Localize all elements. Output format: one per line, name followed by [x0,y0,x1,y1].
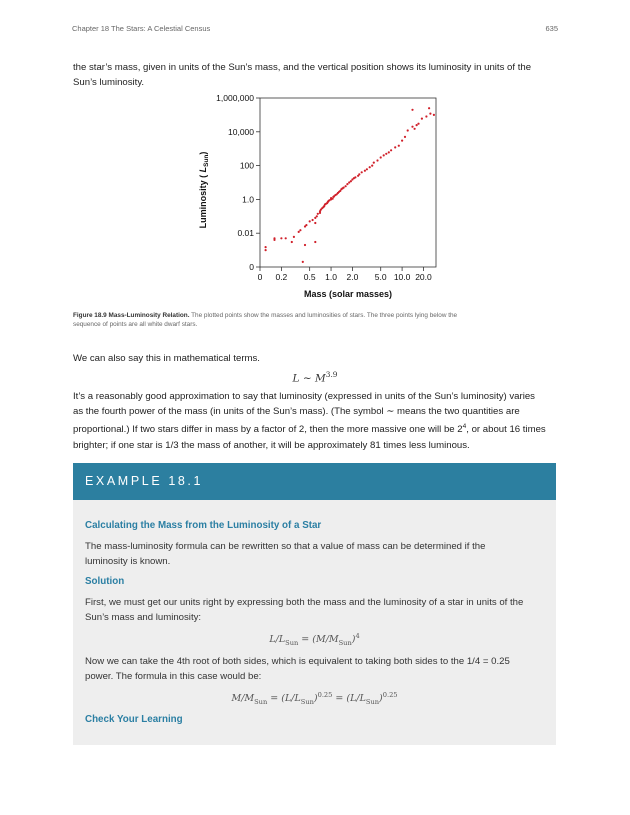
solution-line-2: Sun’s mass and luminosity: [85,612,202,624]
example-header [73,463,556,500]
eq2-sun-2: Sun [300,698,314,707]
solution-heading: Solution [85,576,125,587]
star-point [346,183,348,185]
figure-caption [73,312,543,329]
star-point [429,113,431,115]
y-tick-label: 100 [239,160,254,171]
body-line-4: brighter; if one star is 1/3 the mass of another, it will be approximately 81 times less luminous. [73,439,470,451]
star-point [361,171,363,173]
eq2-exp-1: 0.25 [317,691,333,699]
star-point [433,114,435,116]
star-point [425,115,427,117]
y-tick-label: 1.0 [242,194,254,205]
star-point [345,185,347,187]
eq1-slash: / [275,634,279,646]
star-point [385,153,387,155]
star-point [299,229,301,231]
star-point [398,145,400,147]
math-intro: We can also say this in mathematical terms. [73,353,260,364]
body-line-3-sup: 4 [462,423,467,431]
running-header [72,24,558,33]
white-dwarf-point [304,244,306,246]
white-dwarf-point [302,261,304,263]
formula-sim: ∼ [299,372,315,385]
eq2-l2: L [294,693,301,705]
star-point [401,140,403,142]
star-point [291,241,293,243]
x-tick-label: 0 [257,272,263,282]
star-point [421,118,423,120]
eq2-sun-3: Sun [365,698,380,707]
eq1-lsun: L [278,634,286,646]
root-line-2: power. The formula in this case would be: [85,671,262,683]
eq1-sun: Sun [285,639,299,648]
caption-text-1: The plotted points show the masses and luminosities of stars. The three points lying below the [189,312,458,319]
eq2-sun: Sun [254,698,268,707]
equation-2 [73,691,556,706]
body-paragraph [73,389,557,453]
check-your-learning: Check Your Learning [85,714,183,725]
star-point [298,231,300,233]
body-line-1: It’s a reasonably good approximation to say that luminosity (expressed in units of the Sun’s luminosity) varies [73,391,535,402]
eq1-l: L [269,634,276,646]
formula-exponent: 3.9 [325,370,338,379]
star-point [343,187,345,189]
star-point [411,109,413,111]
eq1-sun-2: Sun [338,639,352,648]
eq2-equals: = [267,693,282,705]
eq1-exponent: 4 [355,632,360,640]
eq2-p2: (L [346,693,357,705]
star-point [394,146,396,148]
star-point [417,123,419,125]
star-point [383,154,385,156]
eq2-slash-2: / [291,693,295,705]
star-point [358,173,360,175]
eq1-msun: M [328,634,339,646]
star-point [390,149,392,151]
root-line-1: Now we can take the 4th root of both sides, which is equivalent to taking both sides to the 1/4 = 0.25 [85,656,510,667]
star-point [314,217,316,219]
body-line-3 [73,419,557,437]
eq2-l3: L [359,693,366,705]
eq2-c1: ) [313,693,318,705]
eq2-slash-3: / [356,693,360,705]
example-intro-line-1: The mass-luminosity formula can be rewritten so that a value of mass can be determined if the [85,541,486,552]
eq1-slash-2: / [325,634,329,646]
star-point [373,162,375,164]
star-point [404,136,406,138]
example-intro [85,539,545,569]
star-point [366,168,368,170]
star-point [350,180,352,182]
formula-L: L [292,372,300,385]
mass-luminosity-chart [190,90,450,302]
star-point [369,166,371,168]
eq2-exp-2: 0.25 [382,691,398,699]
white-dwarf-point [314,241,316,243]
y-tick-label: 1,000,000 [216,93,254,103]
star-point [305,224,307,226]
intro-line-1: the star’s mass, given in units of the Sun’s mass, and the vertical position shows its luminosity in units of the [73,62,532,73]
x-axis-ticks [258,267,432,282]
star-point [280,237,282,239]
star-point [376,159,378,161]
y-label-text: Luminosity ( [198,174,208,229]
star-point [428,107,430,109]
x-tick-label: 20.0 [415,272,432,282]
eq1-m: (M [312,634,326,646]
x-tick-label: 1.0 [325,272,337,282]
star-point [273,237,275,239]
y-axis-label [198,152,210,229]
solution-text [85,595,545,625]
star-point [293,236,295,238]
x-axis-label: Mass (solar masses) [303,289,393,299]
body-line-2: as the fourth power of the mass (in units of the Sun’s mass). (The symbol ∼ means the two quantities are [73,406,520,418]
chapter-title: Chapter 18 The Stars: A Celestial Census [72,24,211,33]
eq2-m: M [231,693,242,705]
eq1-close: ) [351,634,356,646]
star-point [285,237,287,239]
y-axis-ticks [216,93,260,272]
x-tick-label: 10.0 [393,272,411,282]
y-tick-label: 0.01 [237,228,254,239]
star-point [414,128,416,130]
example-subtitle: Calculating the Mass from the Luminosity of a Star [85,520,322,531]
main-formula [0,370,630,385]
y-tick-label: 0 [249,262,254,272]
eq2-p1: (L [281,693,292,705]
star-point [314,222,316,224]
y-label-close: ) [198,151,208,155]
star-point [265,246,267,248]
eq2-slash: / [241,693,245,705]
star-point [317,213,319,215]
body-line-3a: proportional.) If two stars differ in mass by a factor of 2, then the more massive one will be 2 [73,424,463,436]
eq1-equals: = [298,634,313,646]
y-label-sub: Sun [203,154,210,167]
equation-1 [73,632,556,647]
x-tick-label: 5.0 [374,272,387,282]
body-line-3b: , or about 16 times [466,424,546,436]
star-point [411,126,413,128]
star-point [407,129,409,131]
page-number: 635 [545,24,558,33]
x-tick-label: 2.0 [346,272,359,282]
star-point [364,170,366,172]
star-point [354,176,356,178]
x-tick-label: 0.5 [303,272,316,282]
intro-paragraph [73,60,557,90]
example-intro-line-2: luminosity is known. [85,556,171,568]
star-point [316,215,318,217]
x-tick-label: 0.2 [275,272,288,282]
star-point [312,219,314,221]
example-title: EXAMPLE 18.1 [85,474,204,488]
solution-line-1: First, we must get our units right by expressing both the mass and the luminosity of a star in units of the [85,597,524,608]
star-point [380,156,382,158]
intro-line-2: Sun’s luminosity. [73,77,145,89]
figure-label: Figure 18.9 Mass-Luminosity Relation. [73,312,190,319]
y-label-L: L [198,166,208,173]
root-text [85,654,545,684]
formula-M: M [315,372,326,385]
eq2-c2: ) [379,693,383,705]
star-point [371,165,373,167]
star-point [388,151,390,153]
star-point [309,220,311,222]
example-box [73,463,556,745]
eq2-equals-2: = [332,693,347,705]
star-point [416,124,418,126]
eq2-msun: M [244,693,255,705]
caption-text-2: sequence of points are all white dwarf stars. [73,320,198,328]
y-tick-label: 10,000 [228,126,254,137]
plot-frame [260,98,436,267]
star-point [265,249,267,251]
